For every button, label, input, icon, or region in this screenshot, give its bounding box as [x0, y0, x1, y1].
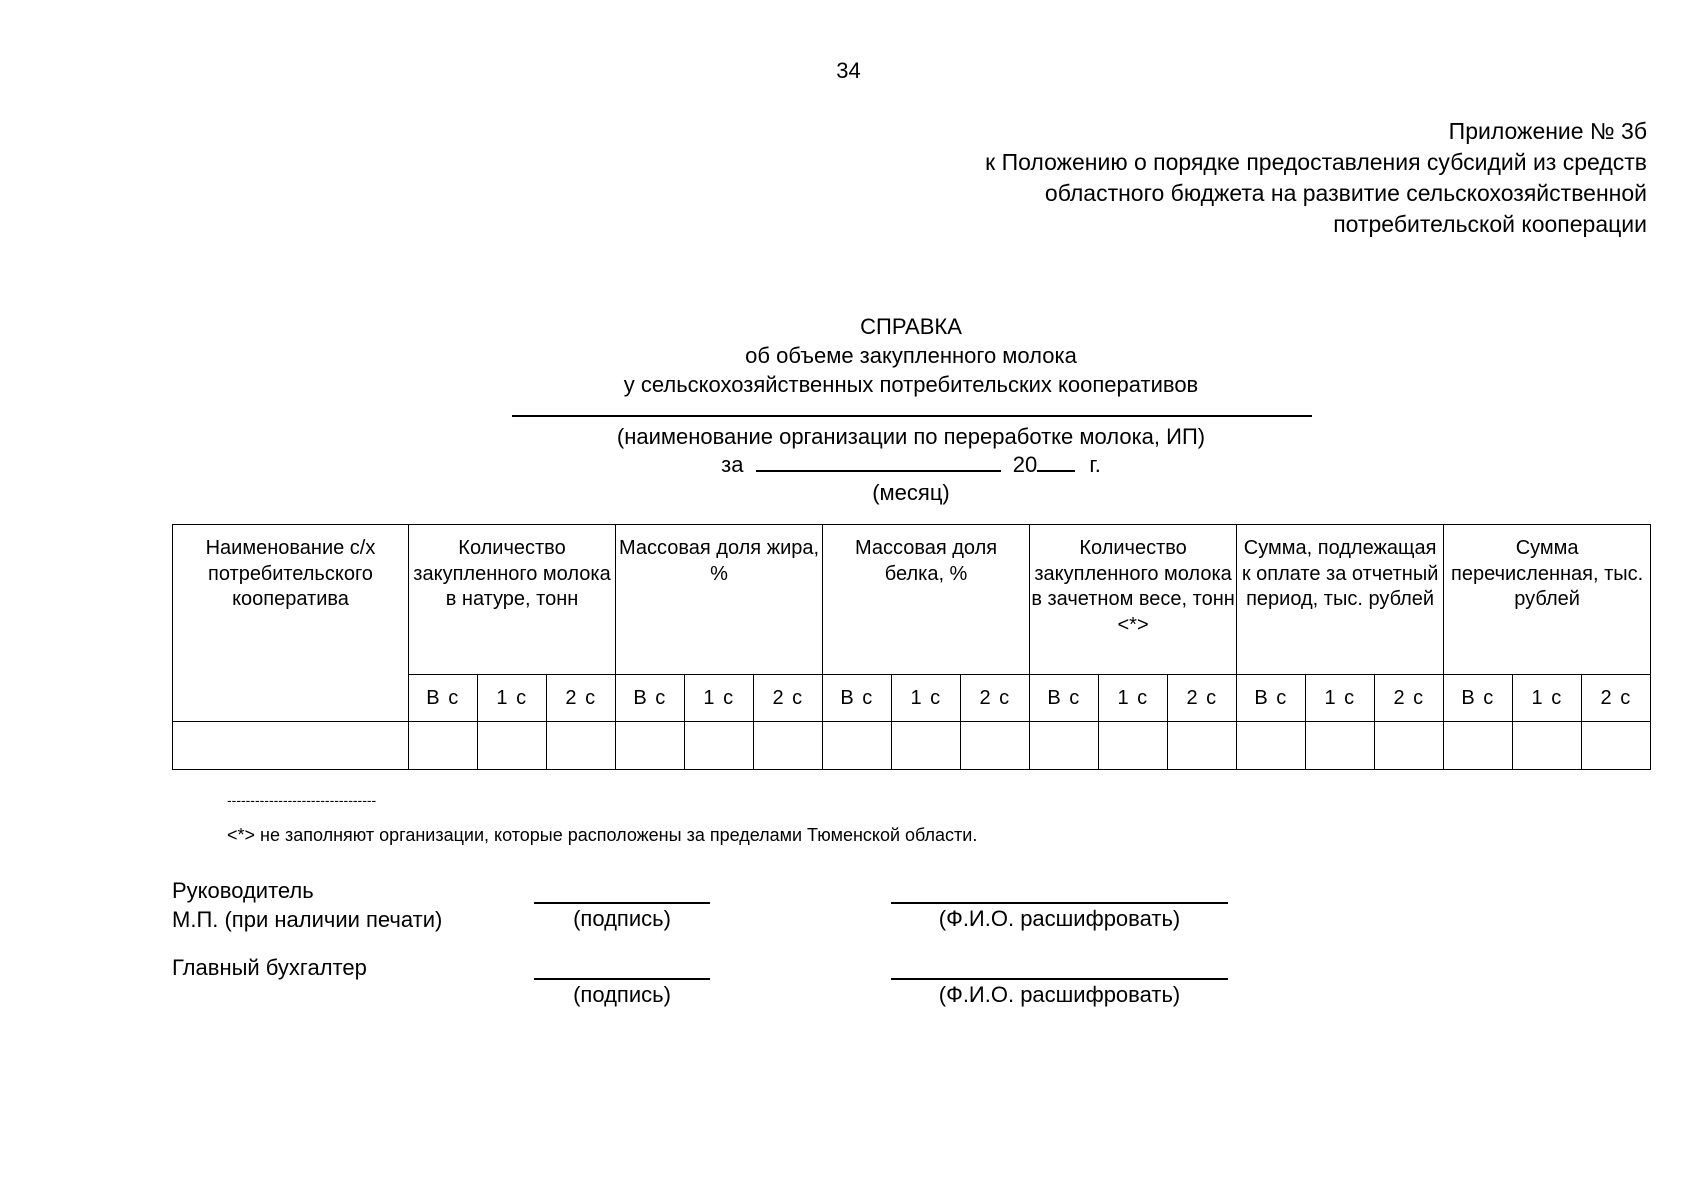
head-name-field[interactable] [891, 902, 1228, 904]
subheader-grade-2: 2 с [754, 675, 823, 722]
footnote-rule: -------------------------------- [227, 792, 377, 808]
month-field[interactable] [756, 452, 1001, 472]
table-cell[interactable] [173, 722, 409, 770]
report-table [172, 524, 1651, 770]
year-prefix: 20 [1012, 452, 1038, 477]
head-signature-field[interactable] [534, 902, 710, 904]
accountant-signature-field[interactable] [534, 978, 710, 980]
title-subtitle: у сельскохозяйственных потребительских кооперативов [623, 372, 1199, 397]
appendix-line: к Положению о порядке предоставления субсидий из средств [985, 149, 1647, 175]
header-sum-paid: Сумма перечисленная, тыс. рублей [1444, 525, 1651, 675]
head-label: Руководитель [172, 878, 314, 903]
head-name-caption: (Ф.И.О. расшифровать) [938, 906, 1181, 931]
table-cell[interactable] [892, 722, 961, 770]
subheader-grade-1: 1 с [1513, 675, 1582, 722]
header-qty-natural: Количество закупленного молока в натуре, тонн [409, 525, 616, 675]
year-field[interactable] [1037, 452, 1075, 472]
table-cell[interactable] [1168, 722, 1237, 770]
header-qty-credit: Количество закупленного молока в зачетном весе, тонн <*> [1030, 525, 1237, 675]
table-cell[interactable] [1375, 722, 1444, 770]
period-prefix: за [721, 452, 744, 477]
table-cell[interactable] [754, 722, 823, 770]
subheader-grade-1: 1 с [1306, 675, 1375, 722]
subheader-grade-2: 2 с [1375, 675, 1444, 722]
table-cell[interactable] [685, 722, 754, 770]
accountant-name-field[interactable] [891, 978, 1228, 980]
subheader-grade-2: 2 с [961, 675, 1030, 722]
header-protein: Массовая доля белка, % [823, 525, 1030, 675]
subheader-grade-2: 2 с [1582, 675, 1651, 722]
month-caption: (месяц) [872, 480, 950, 505]
header-cooperative-name: Наименование с/х потребительского кооператива [173, 525, 409, 722]
subheader-grade-v: В с [409, 675, 478, 722]
table-cell[interactable] [823, 722, 892, 770]
subheader-grade-v: В с [1237, 675, 1306, 722]
table-cell[interactable] [1582, 722, 1651, 770]
table-cell[interactable] [409, 722, 478, 770]
title-subtitle: об объеме закупленного молока [745, 343, 1077, 368]
subheader-grade-1: 1 с [892, 675, 961, 722]
stamp-label: М.П. (при наличии печати) [172, 907, 443, 932]
table-cell[interactable] [1030, 722, 1099, 770]
subheader-grade-2: 2 с [547, 675, 616, 722]
footnote-text: <*> не заполняют организации, которые расположены за пределами Тюменской области. [227, 825, 978, 845]
document-title [0, 312, 1697, 399]
header-sum-due: Сумма, подлежащая к оплате за отчетный период, тыс. рублей [1237, 525, 1444, 675]
accountant-signature-caption: (подпись) [573, 982, 671, 1007]
table-cell[interactable] [1099, 722, 1168, 770]
head-signature-caption: (подпись) [573, 906, 671, 931]
header-fat: Массовая доля жира, % [616, 525, 823, 675]
accountant-name-caption: (Ф.И.О. расшифровать) [938, 982, 1181, 1007]
page-number: 34 [836, 58, 861, 83]
appendix-line: потребительской кооперации [1333, 211, 1647, 237]
table-cell[interactable] [478, 722, 547, 770]
appendix-line: областного бюджета на развитие сельскохозяйственной [1044, 180, 1647, 206]
appendix-header [985, 116, 1647, 240]
organization-caption: (наименование организации по переработке молока, ИП) [616, 424, 1206, 449]
period-suffix: г. [1089, 452, 1101, 477]
organization-name-field[interactable] [512, 415, 1312, 417]
period-row [0, 452, 1697, 478]
table-cell[interactable] [547, 722, 616, 770]
subheader-grade-1: 1 с [685, 675, 754, 722]
table-row [173, 722, 1651, 770]
table-cell[interactable] [1306, 722, 1375, 770]
subheader-grade-1: 1 с [478, 675, 547, 722]
table-cell[interactable] [1444, 722, 1513, 770]
subheader-grade-v: В с [1030, 675, 1099, 722]
subheader-grade-v: В с [1444, 675, 1513, 722]
table-cell[interactable] [1237, 722, 1306, 770]
table-cell[interactable] [1513, 722, 1582, 770]
appendix-title: Приложение № 3б [1448, 118, 1647, 144]
accountant-label: Главный бухгалтер [172, 955, 367, 980]
table-cell[interactable] [961, 722, 1030, 770]
subheader-grade-v: В с [823, 675, 892, 722]
subheader-grade-1: 1 с [1099, 675, 1168, 722]
subheader-grade-2: 2 с [1168, 675, 1237, 722]
table-cell[interactable] [616, 722, 685, 770]
title-main: СПРАВКА [860, 314, 962, 339]
subheader-grade-v: В с [616, 675, 685, 722]
